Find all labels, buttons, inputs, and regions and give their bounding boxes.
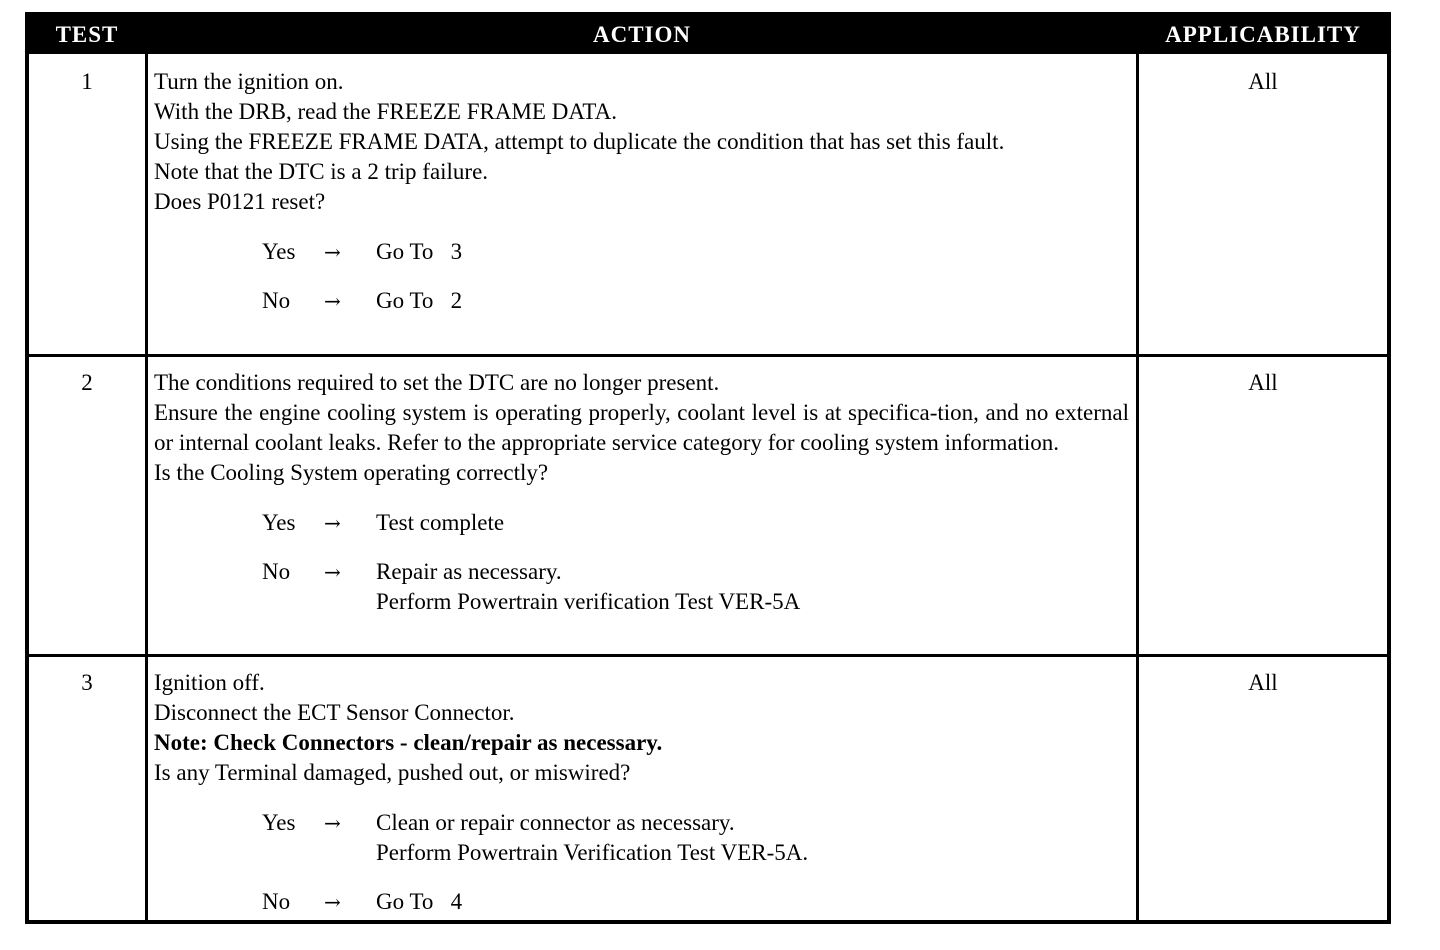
branch-result — [376, 887, 1129, 917]
action-cell — [154, 368, 1129, 617]
branch-yes — [154, 808, 1129, 868]
test-number: 1 — [81, 69, 93, 94]
header-applicability: APPLICABILITY — [1165, 22, 1361, 47]
header-action: ACTION — [592, 22, 691, 47]
branch-answer: Yes — [262, 810, 296, 835]
applicability-value: All — [1248, 670, 1278, 695]
test-number: 3 — [81, 670, 93, 695]
action-cell — [154, 668, 1129, 917]
right-arrow-icon: → — [324, 811, 341, 835]
branch-result — [376, 508, 1129, 538]
branch-yes — [154, 237, 1129, 267]
action-cell — [154, 67, 1129, 316]
branch-answer: No — [262, 288, 291, 313]
action-line: The conditions required to set the DTC are no longer present. — [154, 370, 720, 395]
branch-no — [154, 887, 1129, 917]
action-line: Note that the DTC is a 2 trip failure. — [154, 159, 489, 184]
table-row-test-3 — [29, 657, 1387, 920]
table-row-test-1 — [29, 54, 1387, 356]
result-line: Go To 3 — [376, 239, 463, 264]
action-line: Is the Cooling System operating correctly? — [154, 460, 549, 485]
branch-result — [376, 286, 1129, 316]
branch-list — [154, 508, 1129, 617]
branch-list — [154, 237, 1129, 316]
action-line: Ignition off. — [154, 670, 265, 695]
branch-yes — [154, 508, 1129, 538]
applicability-value: All — [1248, 370, 1278, 395]
right-arrow-icon: → — [324, 511, 341, 535]
right-arrow-icon: → — [324, 890, 341, 914]
table-header — [29, 16, 1387, 54]
header-test: TEST — [55, 22, 119, 47]
right-arrow-icon: → — [324, 560, 341, 584]
branch-no — [154, 557, 1129, 617]
branch-answer: Yes — [262, 510, 296, 535]
branch-answer: No — [262, 559, 291, 584]
branch-list — [154, 808, 1129, 917]
action-line: Turn the ignition on. — [154, 69, 344, 94]
result-line: Perform Powertrain Verification Test VER-5A. — [376, 840, 809, 865]
action-note: Note: Check Connectors - clean/repair as necessary. — [154, 730, 663, 755]
action-line: Does P0121 reset? — [154, 189, 326, 214]
right-arrow-icon: → — [324, 289, 341, 313]
result-line: Test complete — [376, 510, 505, 535]
branch-answer: Yes — [262, 239, 296, 264]
branch-no — [154, 286, 1129, 316]
result-line: Go To 4 — [376, 889, 463, 914]
branch-result — [376, 237, 1129, 267]
action-line: Using the FREEZE FRAME DATA, attempt to duplicate the condition that has set this fault. — [154, 129, 1005, 154]
action-line: With the DRB, read the FREEZE FRAME DATA. — [154, 99, 617, 124]
test-number: 2 — [81, 370, 93, 395]
branch-result — [376, 808, 1129, 868]
action-line: Is any Terminal damaged, pushed out, or miswired? — [154, 760, 631, 785]
branch-answer: No — [262, 889, 291, 914]
diagnostic-test-table — [25, 12, 1391, 924]
table-row-test-2 — [29, 357, 1387, 654]
applicability-value: All — [1248, 69, 1278, 94]
action-line: Disconnect the ECT Sensor Connector. — [154, 700, 515, 725]
result-line: Clean or repair connector as necessary. — [376, 810, 735, 835]
action-line: Ensure the engine cooling system is operating properly, coolant level is at specifica-tion, and no external or internal coolant leaks. Refer to the appropriate service category for cooling system information. — [154, 400, 1129, 455]
right-arrow-icon: → — [324, 240, 341, 264]
result-line: Go To 2 — [376, 288, 463, 313]
branch-result — [376, 557, 1129, 617]
result-line: Perform Powertrain verification Test VER-5A — [376, 589, 801, 614]
result-line: Repair as necessary. — [376, 559, 562, 584]
